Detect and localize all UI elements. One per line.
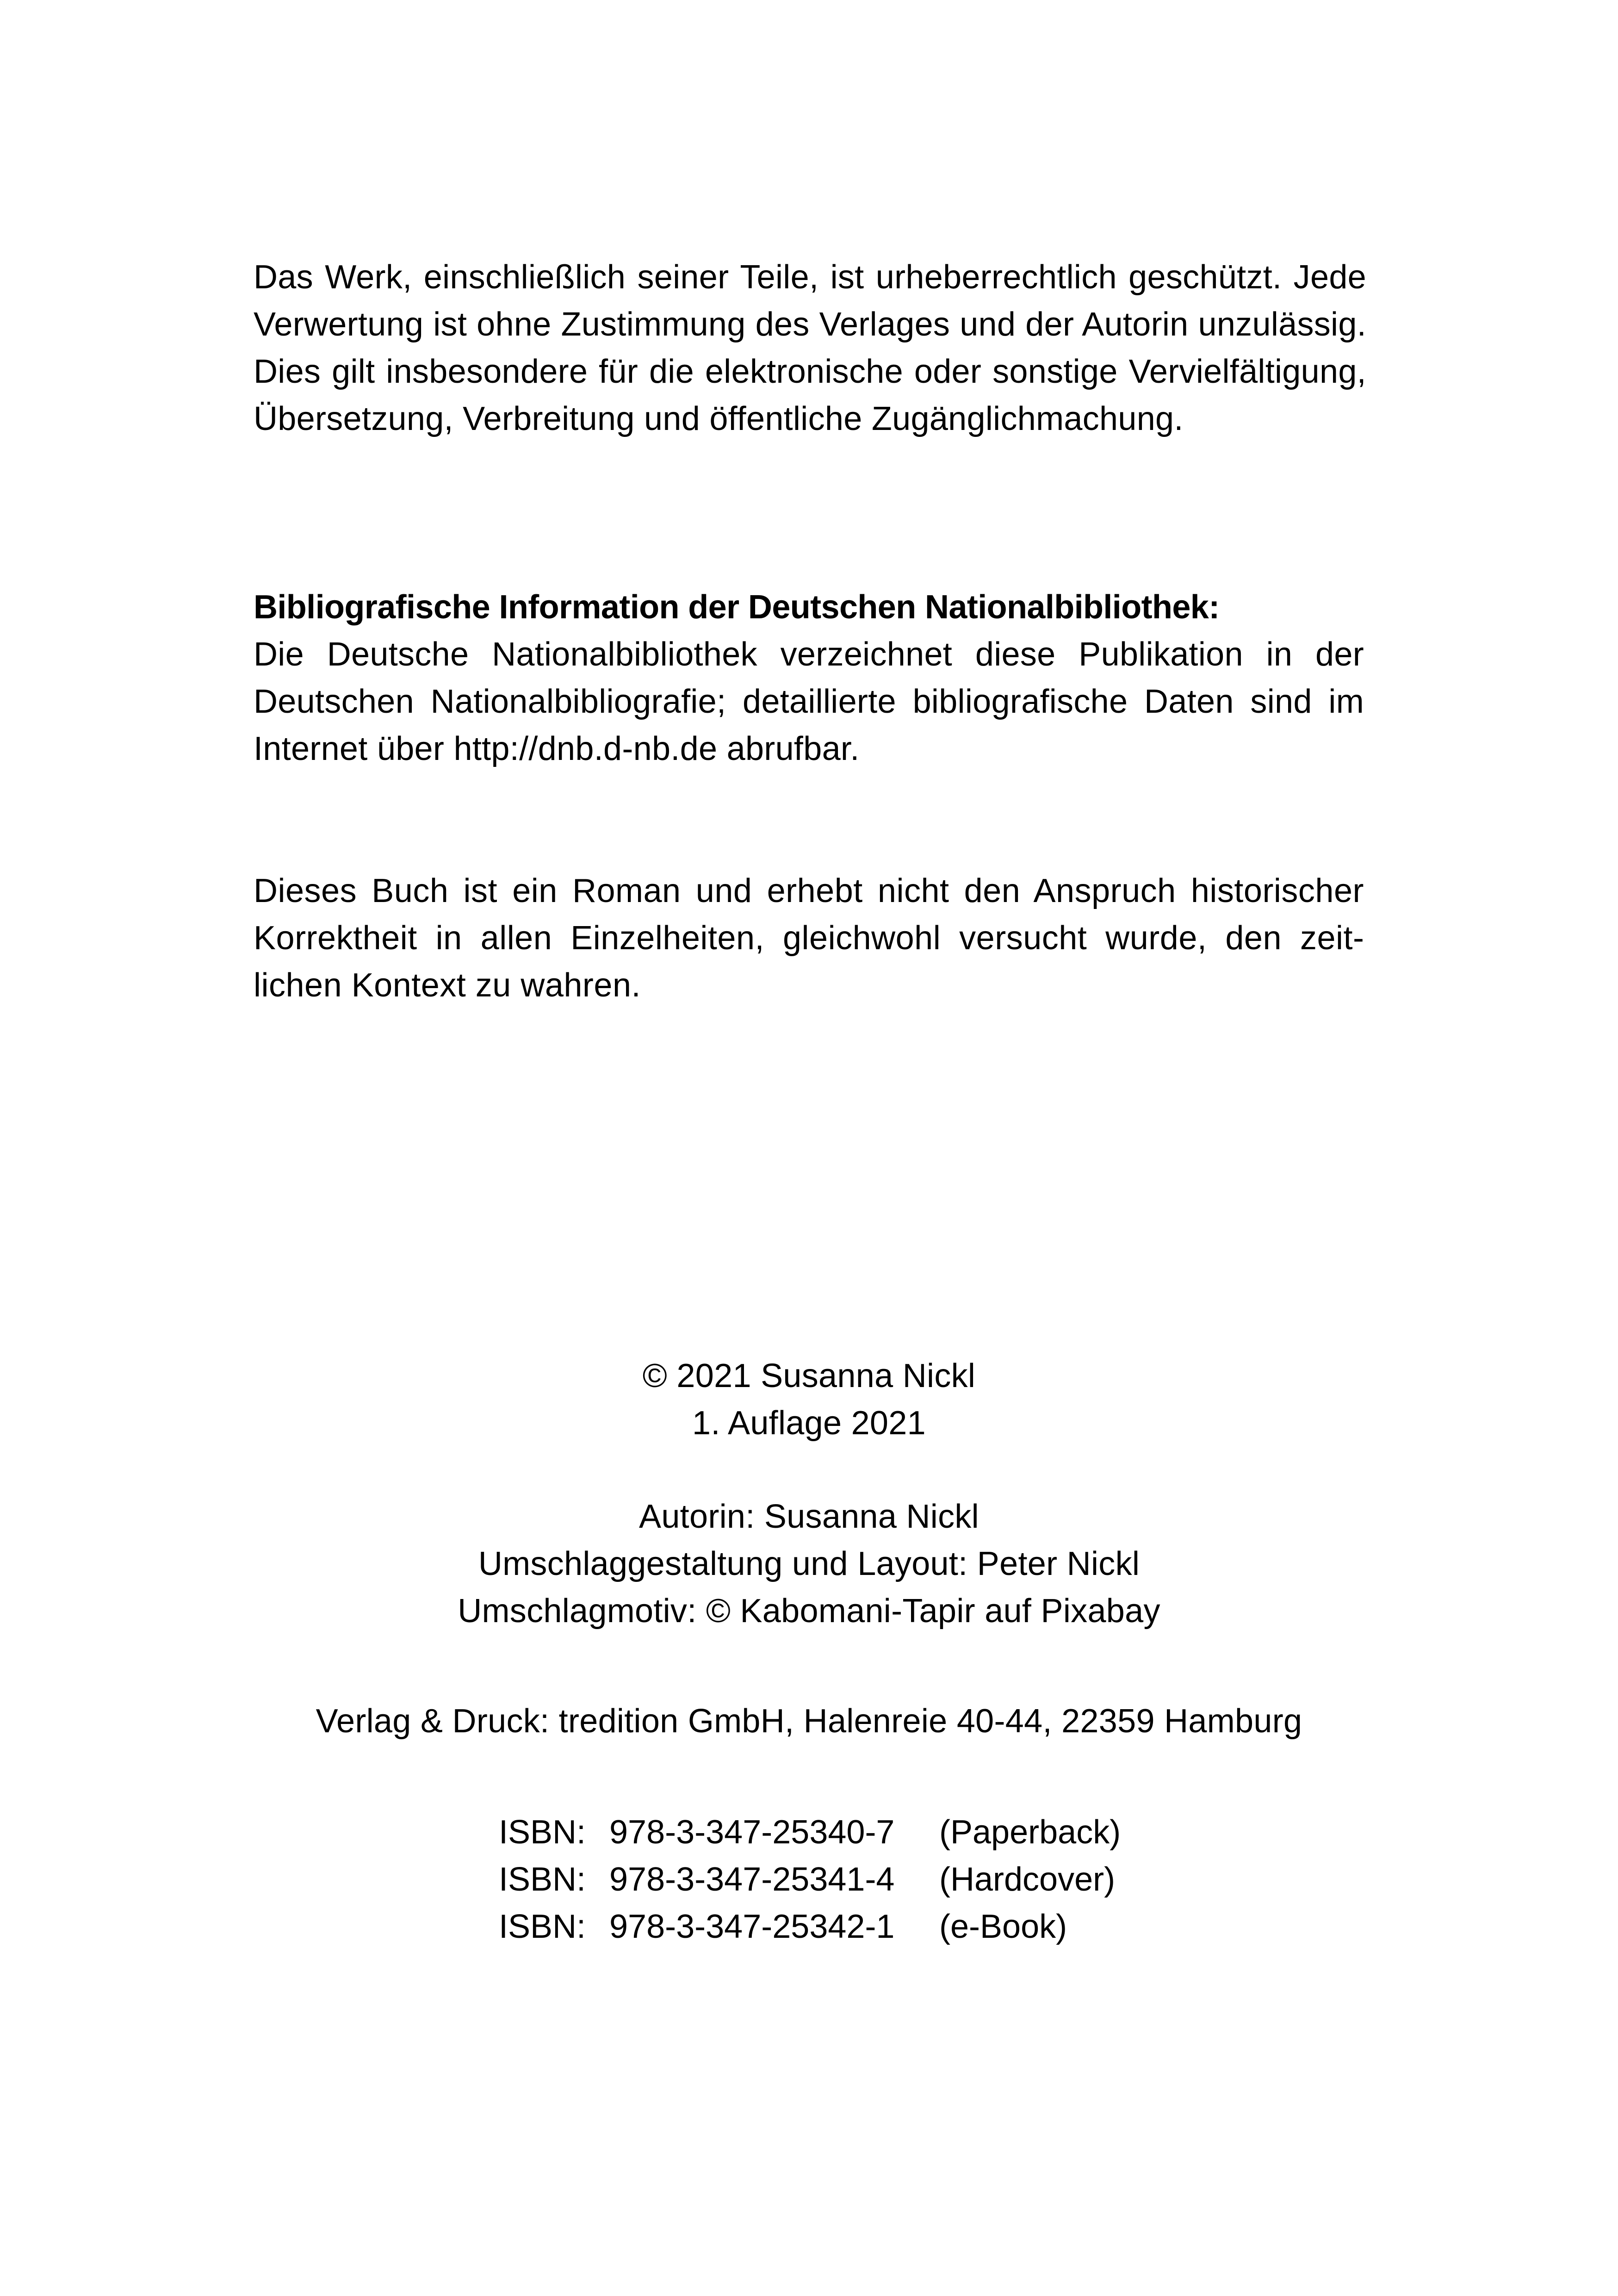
copyright-notice: Das Werk, einschließlich seiner Teile, ist urheberrechtlich geschützt. Jede Verwertung ist ohne Zustimmung des Verlages und der Autorin unzulässig. Dies gilt insbesondere für die elektronische oder sonstige Vervielfältigung, Übersetzung, Verbreitung und öffentliche Zugänglichmachung. (254, 259, 1366, 437)
isbn-label: ISBN: (499, 1814, 586, 1851)
novel-disclaimer: Dieses Buch ist ein Roman und erhebt nicht den Anspruch historischer Korrektheit in allen Einzelheiten, gleichwohl versucht wurde, den zeitlichen Kontext zu wahren. (254, 872, 1364, 1004)
isbn-label: ISBN: (499, 1861, 586, 1898)
isbn-number: 978-3-347-25340-7 (609, 1814, 895, 1851)
imprint-edition: 1. Auflage 2021 (692, 1405, 926, 1442)
imprint-publisher: Verlag & Druck: tredition GmbH, Halenreie 40-44, 22359 Hamburg (316, 1703, 1302, 1740)
isbn-number: 978-3-347-25341-4 (609, 1861, 895, 1898)
isbn-format: (Paperback) (939, 1814, 1121, 1851)
dnb-text: Die Deutsche Nationalbibliothek verzeichnet diese Publikation in der Deutschen Nationalbibliografie; detaillierte bibliografische Daten sind im Internet über http://dnb.d-nb.de abrufbar. (254, 636, 1364, 767)
imprint-copyright: © 2021 Susanna Nickl (642, 1357, 976, 1394)
isbn-row-paperback (499, 1809, 1121, 1856)
isbn-number: 978-3-347-25342-1 (609, 1908, 895, 1945)
isbn-row-hardcover (499, 1856, 1121, 1903)
imprint-cover-motif: Umschlagmotiv: © Kabomani-Tapir auf Pixabay (458, 1593, 1160, 1630)
isbn-format: (e-Book) (939, 1908, 1067, 1945)
isbn-list (499, 1809, 1121, 1950)
isbn-format: (Hardcover) (939, 1861, 1116, 1898)
isbn-label: ISBN: (499, 1908, 586, 1945)
isbn-row-ebook (499, 1903, 1121, 1950)
dnb-heading: Bibliografische Information der Deutschen Nationalbibliothek: (254, 589, 1220, 626)
imprint-design: Umschlaggestaltung und Layout: Peter Nickl (478, 1545, 1140, 1582)
imprint-author: Autorin: Susanna Nickl (639, 1498, 979, 1535)
